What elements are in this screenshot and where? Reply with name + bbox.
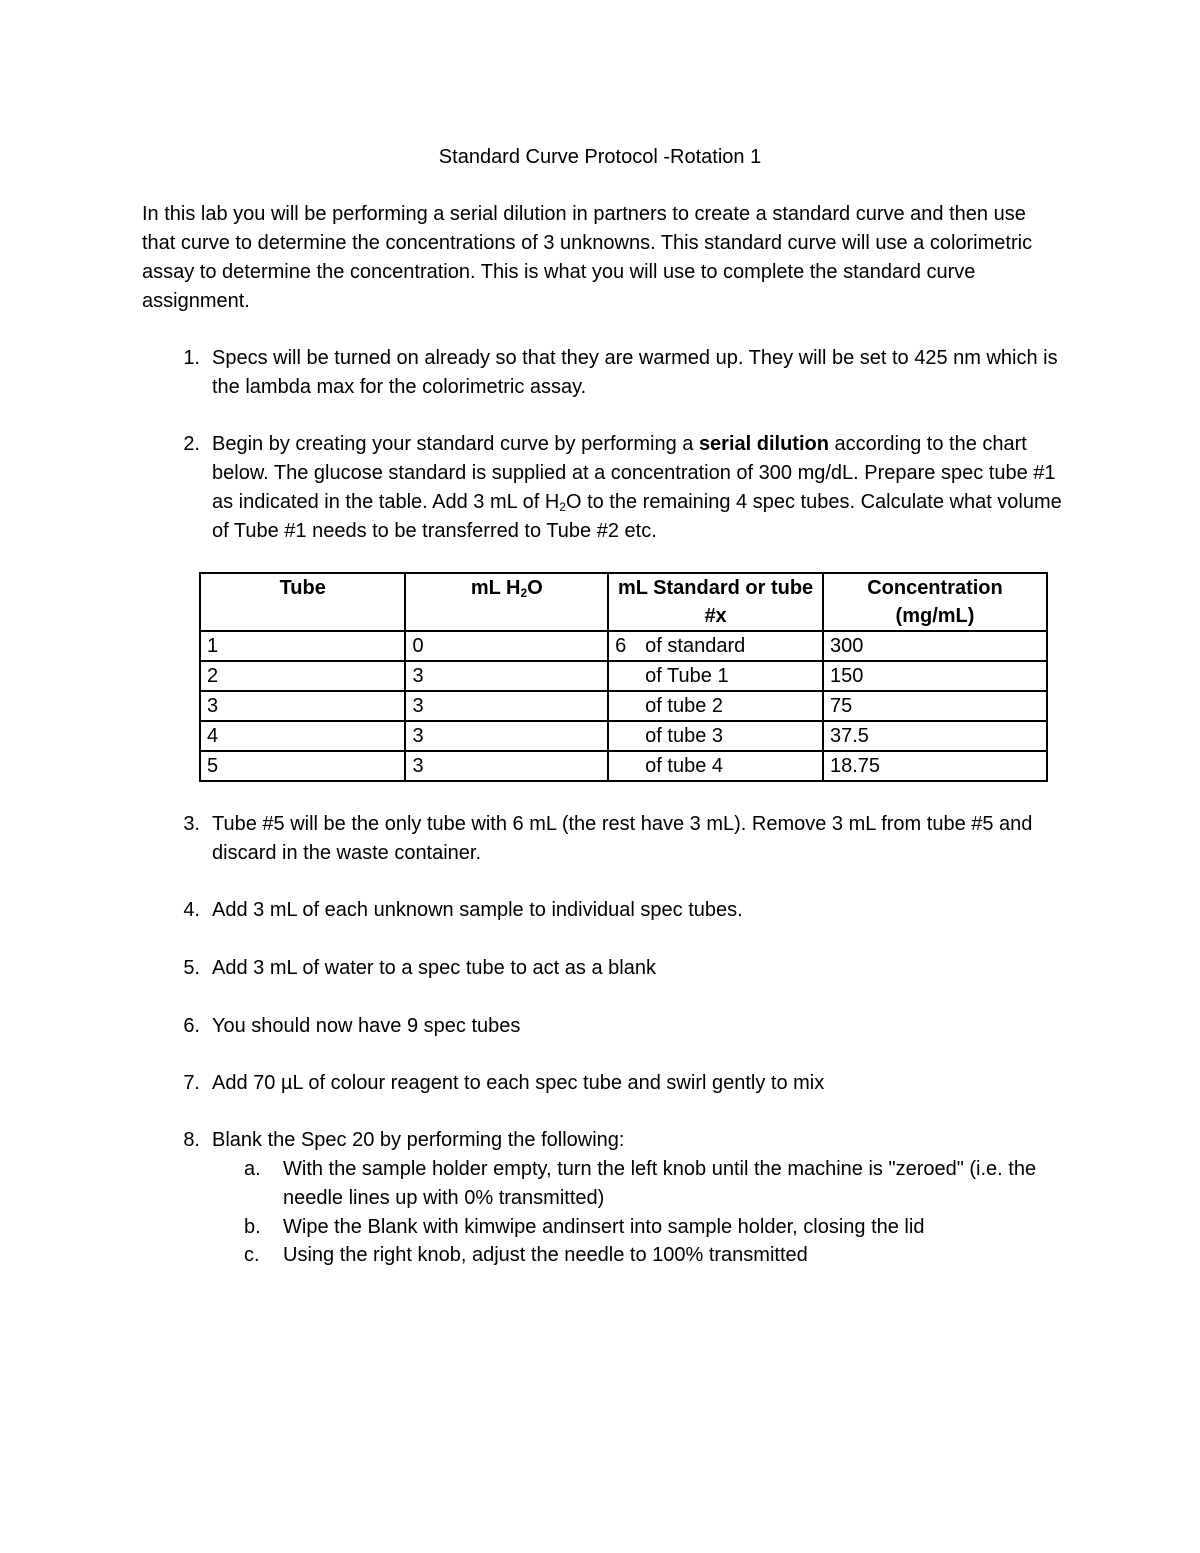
standard-volume: 6 <box>615 635 627 657</box>
step-text: Specs will be turned on already so that they are warmed up. They will be set to 425 nm which is the lambda max for the colorimetric assay. <box>212 347 1058 398</box>
step-text-part: Begin by creating your standard curve by performing a <box>212 433 699 455</box>
step-number: 5. <box>183 957 200 979</box>
step-5 <box>142 954 1062 983</box>
header-text: O <box>527 577 543 599</box>
step-text <box>212 430 1062 546</box>
step-4 <box>142 896 1062 925</box>
substep-text: Wipe the Blank with kimwipe andinsert into sample holder, closing the lid <box>283 1216 925 1238</box>
step-text: Tube #5 will be the only tube with 6 mL (the rest have 3 mL). Remove 3 mL from tube #5 and discard in the waste container. <box>212 813 1033 864</box>
step-text: Add 3 mL of water to a spec tube to act as a blank <box>212 957 656 979</box>
cell-water: 3 <box>405 721 608 751</box>
cell-water: 3 <box>405 691 608 721</box>
header-text: mL H <box>470 577 521 599</box>
standard-source: of tube 4 <box>645 755 724 777</box>
step-1 <box>142 344 1062 402</box>
table-row <box>200 721 1047 751</box>
step-number: 3. <box>183 813 200 835</box>
cell-water: 3 <box>405 661 608 691</box>
standard-source: of tube 3 <box>645 725 724 747</box>
cell-tube: 1 <box>200 631 405 661</box>
step-number: 2. <box>183 433 200 455</box>
step-text-part: O to the remaining 4 spec tubes. Calculate what volume of Tube #1 needs to be transferred to Tube #2 etc. <box>212 491 1062 542</box>
step-3 <box>142 810 1062 868</box>
step-8 <box>142 1126 1062 1155</box>
substep-text: Using the right knob, adjust the needle to 100% transmitted <box>283 1244 808 1266</box>
cell-tube: 2 <box>200 661 405 691</box>
header-concentration: Concentration (mg/mL) <box>823 573 1047 631</box>
substep-text: With the sample holder empty, turn the left knob until the machine is "zeroed" (i.e. the needle lines up with 0% transmitted) <box>283 1158 1037 1209</box>
substep-letter: a. <box>244 1158 261 1180</box>
header-tube: Tube <box>200 573 405 631</box>
step-number: 4. <box>183 899 200 921</box>
cell-standard <box>608 631 823 661</box>
step-number: 1. <box>183 347 200 369</box>
cell-tube: 5 <box>200 751 405 781</box>
step-number: 7. <box>183 1072 200 1094</box>
cell-standard <box>608 751 823 781</box>
standard-source: of standard <box>645 635 746 657</box>
subscript: 2 <box>559 500 566 514</box>
step-number: 8. <box>183 1129 200 1151</box>
step-number: 6. <box>183 1015 200 1037</box>
subscript: 2 <box>520 586 528 600</box>
cell-water: 0 <box>405 631 608 661</box>
substep-b <box>142 1213 1062 1242</box>
table-row <box>200 751 1047 781</box>
step-text: Add 70 µL of colour reagent to each spec tube and swirl gently to mix <box>212 1072 825 1094</box>
cell-standard <box>608 661 823 691</box>
cell-concentration: 300 <box>823 631 1047 661</box>
standard-source: of Tube 1 <box>645 665 729 687</box>
substep-a <box>142 1155 1062 1213</box>
cell-standard <box>608 721 823 751</box>
cell-tube: 3 <box>200 691 405 721</box>
table-row <box>200 661 1047 691</box>
step-text: Blank the Spec 20 by performing the following: <box>212 1129 625 1151</box>
step-6 <box>142 1012 1062 1041</box>
document-title: Standard Curve Protocol -Rotation 1 <box>438 146 762 168</box>
header-ml-standard: mL Standard or tube #x <box>608 573 823 631</box>
cell-tube: 4 <box>200 721 405 751</box>
header-ml-water <box>405 573 608 631</box>
intro-paragraph: In this lab you will be performing a serial dilution in partners to create a standard curve and then use that curve to determine the concentrations of 3 unknowns. This standard curve will use a colorimetric assay to determine the concentration. This is what you will use to complete the standard curve assignment. <box>142 203 1033 312</box>
substep-c <box>142 1241 1062 1270</box>
table-header-row <box>200 573 1047 631</box>
step-text: Add 3 mL of each unknown sample to individual spec tubes. <box>212 899 743 921</box>
step-2 <box>142 430 1062 546</box>
cell-concentration: 37.5 <box>823 721 1047 751</box>
step-7 <box>142 1069 1062 1098</box>
cell-concentration: 150 <box>823 661 1047 691</box>
cell-concentration: 75 <box>823 691 1047 721</box>
step-text-part: according to the chart below. The glucose standard is supplied at a concentration of 300 mg/dL. Prepare spec tube #1 as indicated in the table. Add 3 mL of H <box>212 433 1056 513</box>
substep-letter: b. <box>244 1216 261 1238</box>
cell-standard <box>608 691 823 721</box>
cell-water: 3 <box>405 751 608 781</box>
substep-letter: c. <box>244 1244 260 1266</box>
serial-dilution-emphasis: serial dilution <box>698 433 829 455</box>
table-row <box>200 691 1047 721</box>
standard-source: of tube 2 <box>645 695 724 717</box>
step-text: You should now have 9 spec tubes <box>212 1015 521 1037</box>
table-row <box>200 631 1047 661</box>
dilution-table <box>199 572 1048 782</box>
cell-concentration: 18.75 <box>823 751 1047 781</box>
